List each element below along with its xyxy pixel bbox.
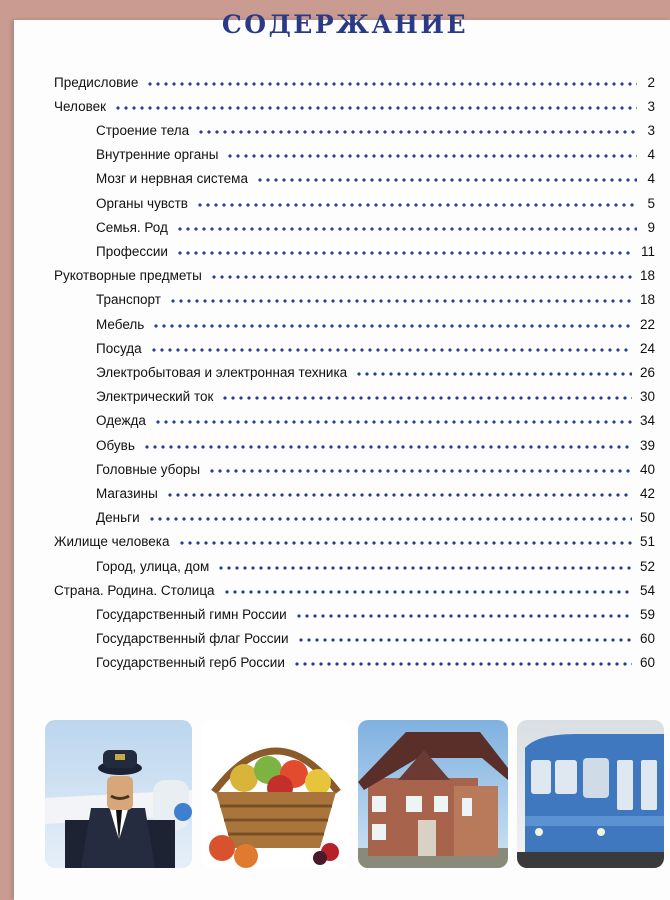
toc-entry[interactable] bbox=[96, 458, 655, 480]
fruit-basket-photo bbox=[202, 720, 350, 868]
toc-entry[interactable] bbox=[96, 216, 655, 238]
toc-entry-page-number: 4 bbox=[647, 171, 655, 187]
toc-entry-page-number: 4 bbox=[647, 147, 655, 163]
toc-entry[interactable] bbox=[96, 386, 655, 408]
toc-entry-page-number: 24 bbox=[639, 340, 655, 356]
dot-leader bbox=[256, 178, 637, 182]
toc-entry-label: Строение тела bbox=[96, 122, 190, 138]
toc-entry[interactable] bbox=[96, 144, 655, 166]
toc-entry-label: Государственный флаг России bbox=[96, 631, 289, 647]
toc-entry[interactable] bbox=[96, 410, 655, 432]
toc-entry[interactable] bbox=[54, 95, 655, 117]
toc-entry[interactable] bbox=[96, 434, 655, 456]
toc-entry[interactable] bbox=[96, 482, 655, 504]
toc-entry-label: Человек bbox=[54, 98, 107, 114]
toc-entry-page-number: 60 bbox=[639, 631, 655, 647]
toc-entry-label: Электрический ток bbox=[96, 389, 214, 405]
dot-leader bbox=[221, 396, 632, 400]
toc-entry[interactable] bbox=[96, 628, 655, 650]
toc-entry[interactable] bbox=[96, 168, 655, 190]
toc-entry-label: Органы чувств bbox=[96, 195, 188, 211]
toc-entry-label: Страна. Родина. Столица bbox=[54, 582, 215, 598]
toc-entry[interactable] bbox=[96, 652, 655, 674]
toc-entry-page-number: 42 bbox=[639, 485, 655, 501]
toc-entry[interactable] bbox=[96, 361, 655, 383]
toc-entry-page-number: 52 bbox=[639, 558, 655, 574]
toc-entry-label: Профессии bbox=[96, 243, 168, 259]
toc-entry-page-number: 54 bbox=[639, 582, 655, 598]
dot-leader bbox=[217, 566, 632, 570]
dot-leader bbox=[176, 227, 637, 231]
toc-entry-page-number: 30 bbox=[639, 389, 655, 405]
dot-leader bbox=[293, 662, 632, 666]
toc-entry-page-number: 39 bbox=[639, 437, 655, 453]
toc-entry[interactable] bbox=[54, 579, 655, 601]
dot-leader bbox=[143, 445, 632, 449]
pilot-photo bbox=[45, 720, 192, 868]
toc-entry[interactable] bbox=[96, 313, 655, 335]
dot-leader bbox=[226, 154, 637, 158]
dot-leader bbox=[197, 130, 637, 134]
toc-entry-page-number: 51 bbox=[639, 534, 655, 550]
toc-entry-label: Город, улица, дом bbox=[96, 558, 210, 574]
dot-leader bbox=[166, 493, 632, 497]
toc-entry-page-number: 5 bbox=[647, 195, 655, 211]
toc-entry-label: Одежда bbox=[96, 413, 146, 429]
metro-train-photo bbox=[517, 720, 664, 868]
toc-entry-label: Семья. Род bbox=[96, 219, 168, 235]
dot-leader bbox=[208, 469, 632, 473]
toc-entry-label: Магазины bbox=[96, 485, 158, 501]
toc-entry-page-number: 3 bbox=[647, 98, 655, 114]
toc-entry-label: Внутренние органы bbox=[96, 147, 219, 163]
toc-entry[interactable] bbox=[96, 603, 655, 625]
toc-entry-page-number: 18 bbox=[639, 268, 655, 284]
dot-leader bbox=[176, 251, 633, 255]
toc-entry-label: Деньги bbox=[96, 510, 140, 526]
toc-entry-page-number: 60 bbox=[639, 655, 655, 671]
dot-leader bbox=[355, 372, 632, 376]
page-title: СОДЕРЖАНИЕ bbox=[221, 10, 469, 39]
toc-entry-label: Предисловие bbox=[54, 74, 139, 90]
toc-entry-page-number: 3 bbox=[647, 122, 655, 138]
dot-leader bbox=[295, 614, 632, 618]
toc-entry[interactable] bbox=[54, 71, 655, 93]
toc-entry-label: Государственный герб России bbox=[96, 655, 285, 671]
toc-entry-label: Головные уборы bbox=[96, 461, 201, 477]
dot-leader bbox=[146, 82, 637, 86]
toc-entry-label: Мебель bbox=[96, 316, 145, 332]
toc-entry[interactable] bbox=[96, 192, 655, 214]
dot-leader bbox=[150, 348, 632, 352]
toc-entry-label: Обувь bbox=[96, 437, 135, 453]
toc-entry-page-number: 9 bbox=[647, 219, 655, 235]
dot-leader bbox=[148, 517, 632, 521]
toc-entry[interactable] bbox=[96, 289, 655, 311]
toc-entry[interactable] bbox=[96, 507, 655, 529]
toc-entry[interactable] bbox=[96, 240, 655, 262]
toc-entry-label: Электробытовая и электронная техника bbox=[96, 364, 348, 380]
dot-leader bbox=[223, 590, 632, 594]
toc-entry-page-number: 50 bbox=[639, 510, 655, 526]
toc-entry[interactable] bbox=[96, 337, 655, 359]
toc-entry-page-number: 34 bbox=[639, 413, 655, 429]
dot-leader bbox=[178, 541, 632, 545]
toc-entry-label: Жилище человека bbox=[54, 534, 170, 550]
toc-entry[interactable] bbox=[54, 531, 655, 553]
house-photo bbox=[358, 720, 508, 868]
toc-entry-page-number: 22 bbox=[639, 316, 655, 332]
dot-leader bbox=[152, 324, 632, 328]
dot-leader bbox=[210, 275, 632, 279]
toc-entry-label: Рукотворные предметы bbox=[54, 268, 202, 284]
toc-entry[interactable] bbox=[54, 265, 655, 287]
toc-entry-page-number: 18 bbox=[639, 292, 655, 308]
toc-entry-label: Мозг и нервная система bbox=[96, 171, 248, 187]
toc-entry-label: Транспорт bbox=[96, 292, 161, 308]
dot-leader bbox=[114, 106, 637, 110]
toc-entry[interactable] bbox=[96, 555, 655, 577]
dot-leader bbox=[297, 638, 632, 642]
dot-leader bbox=[154, 420, 632, 424]
toc-entry-page-number: 11 bbox=[640, 243, 655, 259]
toc-entry-page-number: 40 bbox=[639, 461, 655, 477]
toc-entry-page-number: 26 bbox=[639, 364, 655, 380]
toc-entry-page-number: 59 bbox=[639, 606, 655, 622]
toc-entry-label: Посуда bbox=[96, 340, 142, 356]
dot-leader bbox=[169, 299, 632, 303]
toc-entry-page-number: 2 bbox=[647, 74, 655, 90]
toc-entry[interactable] bbox=[96, 119, 655, 141]
dot-leader bbox=[196, 203, 637, 207]
toc-entry-label: Государственный гимн России bbox=[96, 606, 287, 622]
